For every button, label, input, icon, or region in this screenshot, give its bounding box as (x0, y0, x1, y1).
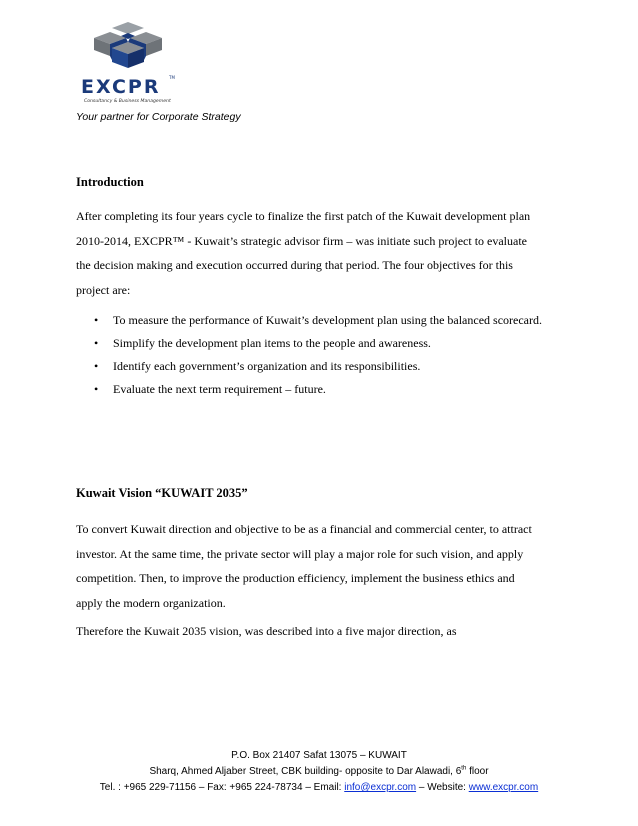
footer-address: P.O. Box 21407 Safat 13075 – KUWAIT (231, 750, 407, 761)
logo-brand-text: EXCPR (81, 76, 161, 98)
bullet-icon: • (94, 359, 99, 373)
list-item (94, 355, 542, 378)
list-item (94, 309, 542, 332)
email-link[interactable]: info@excpr.com (344, 782, 417, 793)
paragraph-line: investor. At the same time, the private sector will play a major role for such vision, and apply (76, 546, 524, 561)
excpr-logo (76, 22, 192, 110)
footer-website-label: – Website: (416, 782, 469, 793)
footer-floor-text: floor (466, 766, 489, 777)
vision-closing-paragraph (76, 619, 566, 644)
logo-graphic (76, 22, 192, 110)
logo-sub-text: Consultancy & Business Management (84, 99, 171, 104)
footer-street (0, 764, 638, 780)
paragraph-line: Therefore the Kuwait 2035 vision, was described into a five major direction, as (76, 624, 457, 638)
bullet-icon: • (94, 313, 99, 327)
introduction-heading: Introduction (76, 175, 144, 189)
list-item-text: Evaluate the next term requirement – future. (113, 382, 326, 396)
bullet-icon: • (94, 336, 99, 350)
footer-street-text: Sharq, Ahmed Aljaber Street, CBK building- opposite to Dar Alawadi, 6 (149, 766, 462, 777)
objectives-list (94, 309, 542, 401)
paragraph-line: apply the modern organization. (76, 595, 226, 610)
paragraph-line: 2010-2014, EXCPR™ - Kuwait’s strategic advisor firm – was initiate such project to evaluate (76, 233, 527, 248)
list-item (94, 378, 542, 401)
paragraph-line: To convert Kuwait direction and objective to be as a financial and commercial center, to attract (76, 522, 532, 536)
list-item-text: Identify each government’s organization and its responsibilities. (113, 359, 421, 373)
page-footer (0, 748, 638, 796)
footer-floor-suffix: th (461, 765, 467, 772)
introduction-paragraph (76, 204, 566, 302)
list-item-text: To measure the performance of Kuwait’s development plan using the balanced scorecard. (113, 313, 542, 327)
vision-heading: Kuwait Vision “KUWAIT 2035” (76, 486, 248, 500)
paragraph-line: project are: (76, 282, 131, 297)
paragraph-line: After completing its four years cycle to finalize the first patch of the Kuwait development plan (76, 209, 531, 223)
vision-paragraph (76, 517, 566, 615)
bullet-icon: • (94, 382, 99, 396)
paragraph-line: the decision making and execution occurred during that period. The four objectives for this (76, 258, 513, 272)
list-item-text: Simplify the development plan items to the people and awareness. (113, 336, 431, 350)
list-item (94, 332, 542, 355)
paragraph-line: competition. Then, to improve the production efficiency, implement the business ethics and (76, 571, 515, 585)
footer-contact (0, 780, 638, 796)
logo-trademark: TM (169, 75, 175, 80)
footer-phone-fax: Tel. : +965 229-71156 – Fax: +965 224-78734 – Email: (99, 782, 345, 793)
website-link[interactable]: www.excpr.com (468, 782, 539, 793)
tagline: Your partner for Corporate Strategy (76, 111, 241, 123)
